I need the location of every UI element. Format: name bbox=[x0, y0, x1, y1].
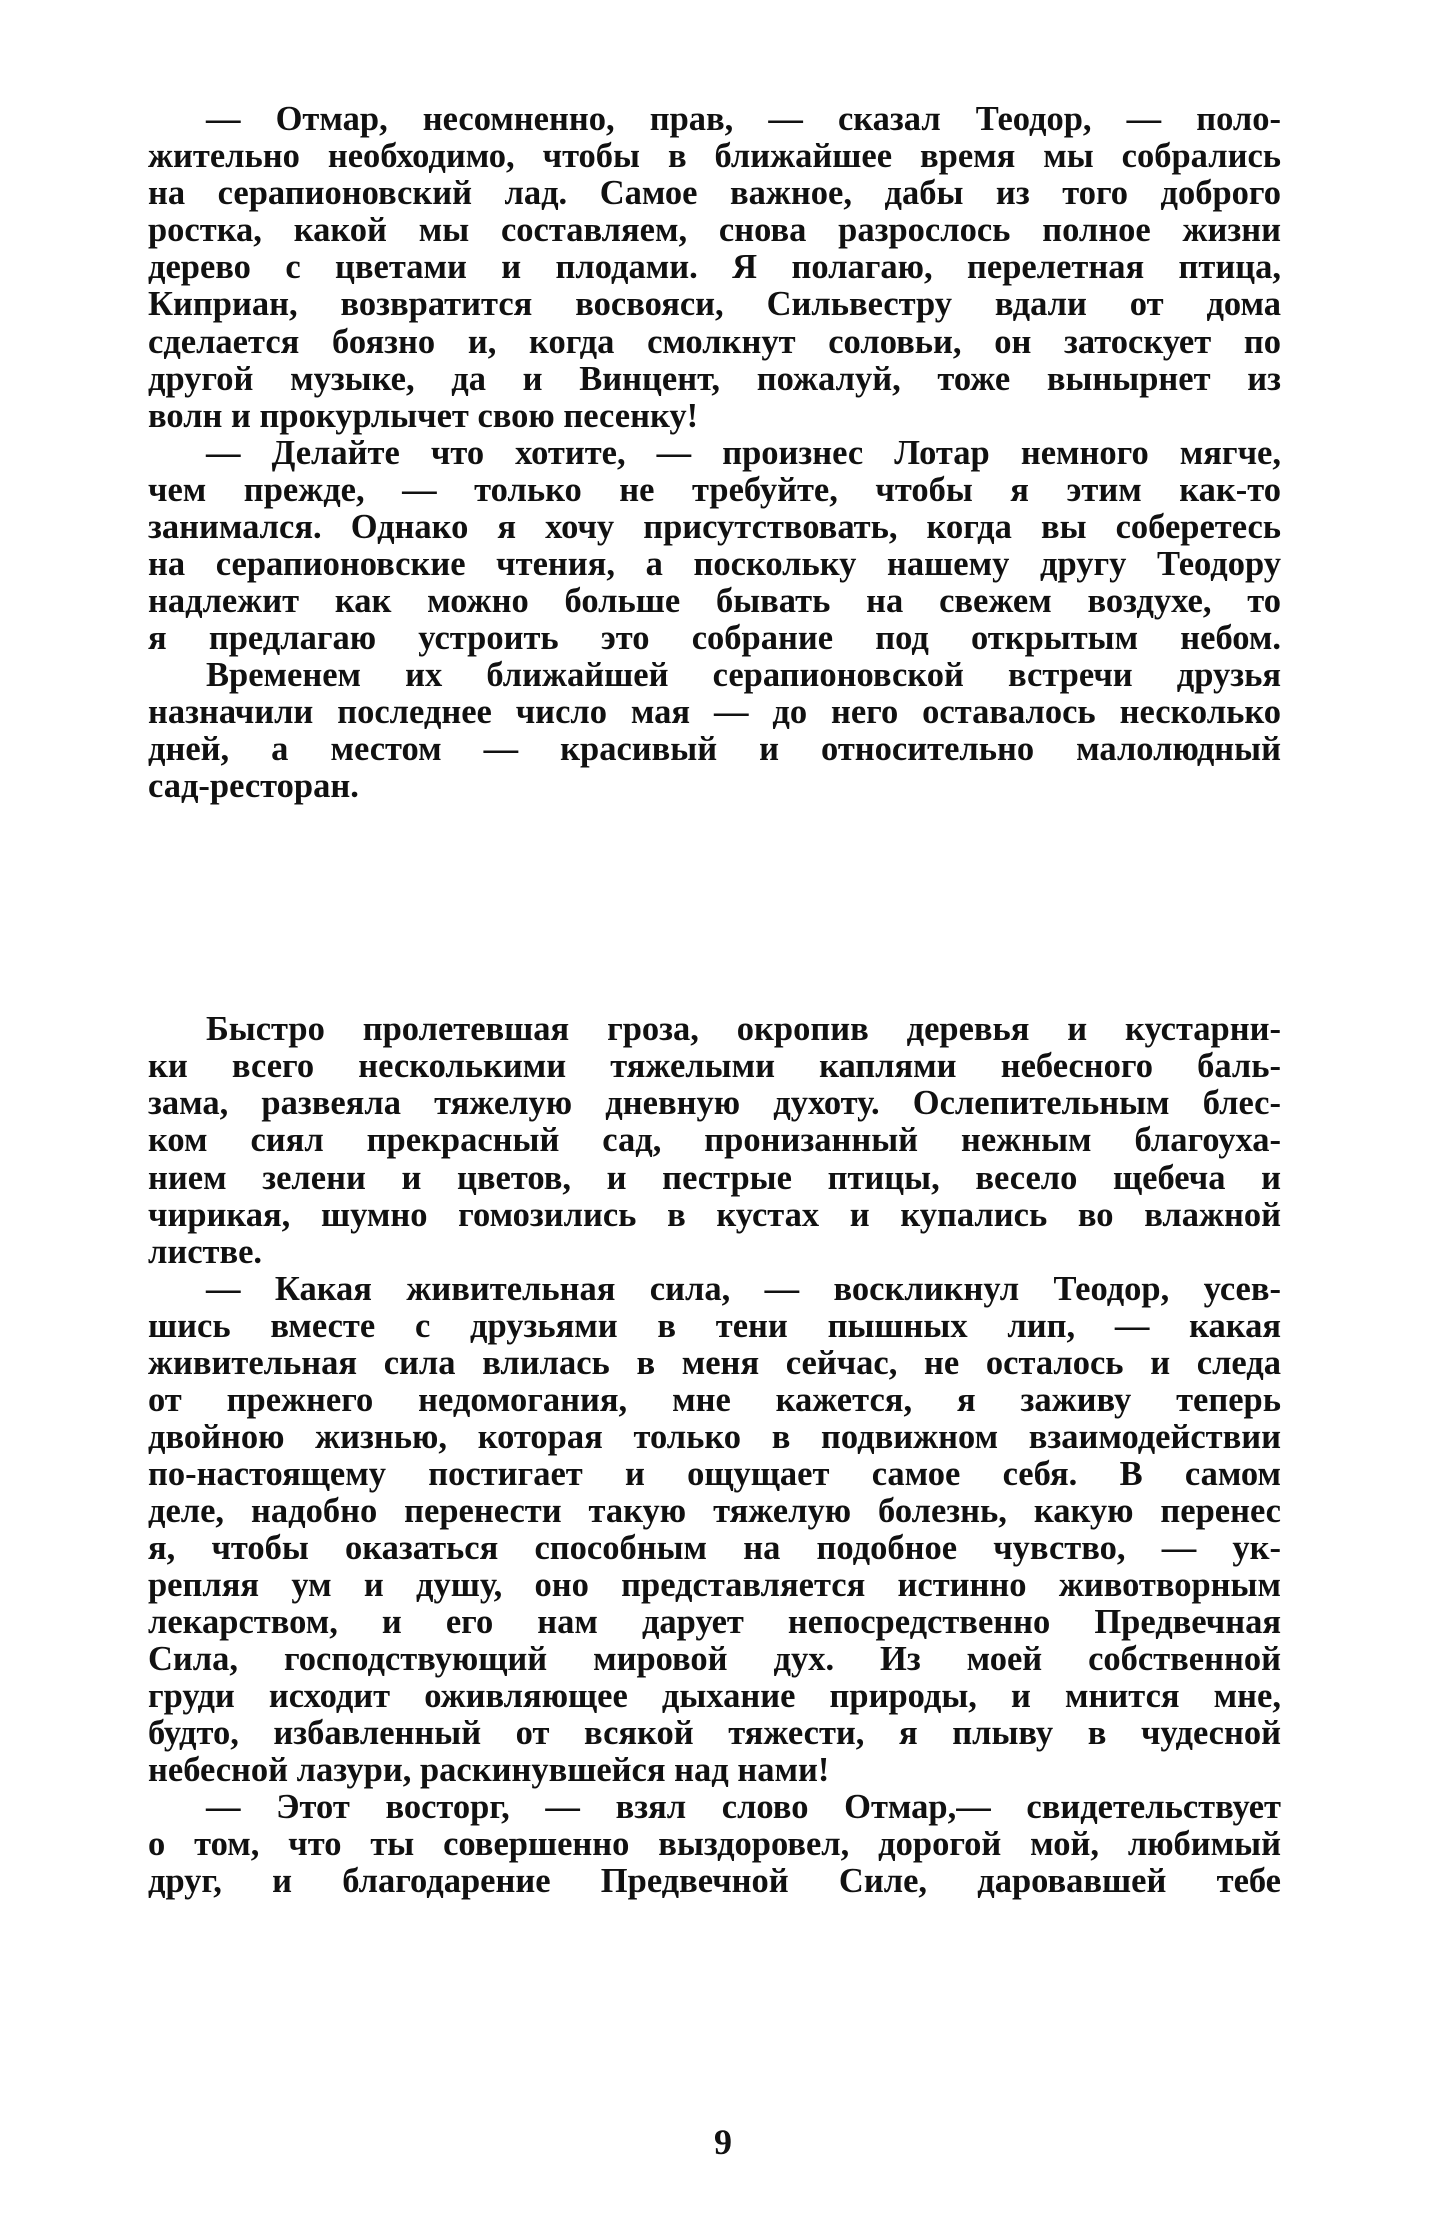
text-line: будто, избавленный от всякой тяжести, я плыву в чудесной bbox=[148, 1714, 1281, 1752]
text-line: — Какая живительная сила, — воскликнул Теодор, усев- bbox=[206, 1270, 1281, 1308]
text-line: репляя ум и душу, оно представляется истинно животворным bbox=[148, 1566, 1281, 1604]
text-line: надлежит как можно больше бывать на свежем воздухе, то bbox=[148, 582, 1281, 620]
text-line: ки всего несколькими тяжелыми каплями небесного баль- bbox=[148, 1047, 1281, 1085]
text-line: сад-ресторан. bbox=[148, 767, 359, 805]
text-line: жительно необходимо, чтобы в ближайшее время мы собрались bbox=[148, 137, 1281, 175]
text-line: ком сиял прекрасный сад, пронизанный нежным благоуха- bbox=[148, 1121, 1281, 1159]
text-line: двойною жизнью, которая только в подвижном взаимодействии bbox=[148, 1418, 1281, 1456]
text-line: назначили последнее число мая — до него оставалось несколько bbox=[148, 693, 1281, 731]
text-line: по-настоящему постигает и ощущает самое себя. В самом bbox=[148, 1455, 1281, 1493]
text-line: сделается боязно и, когда смолкнут соловьи, он затоскует по bbox=[148, 323, 1281, 361]
text-line: дерево с цветами и плодами. Я полагаю, перелетная птица, bbox=[148, 248, 1281, 286]
text-line: груди исходит оживляющее дыхание природы, и мнится мне, bbox=[148, 1677, 1281, 1715]
text-line: друг, и благодарение Предвечной Силе, даровавшей тебе bbox=[148, 1862, 1281, 1900]
text-line: листве. bbox=[148, 1233, 263, 1271]
text-line: Временем их ближайшей серапионовской встречи друзья bbox=[206, 656, 1281, 694]
text-line: лекарством, и его нам дарует непосредственно Предвечная bbox=[148, 1603, 1281, 1641]
text-line: волн и прокурлычет свою песенку! bbox=[148, 397, 699, 435]
text-line: — Делайте что хотите, — произнес Лотар немного мягче, bbox=[206, 434, 1281, 472]
text-line: Киприан, возвратится восвояси, Сильвестру вдали от дома bbox=[148, 285, 1281, 323]
text-line: чирикая, шумно гомозились в кустах и купались во влажной bbox=[148, 1196, 1281, 1234]
text-line: зама, развеяла тяжелую дневную духоту. Ослепительным блес- bbox=[148, 1084, 1281, 1122]
text-line: нием зелени и цветов, и пестрые птицы, весело щебеча и bbox=[148, 1159, 1281, 1197]
text-line: от прежнего недомогания, мне кажется, я заживу теперь bbox=[148, 1381, 1281, 1419]
text-line: живительная сила влилась в меня сейчас, не осталось и следа bbox=[148, 1344, 1281, 1382]
text-line: шись вместе с друзьями в тени пышных лип, — какая bbox=[148, 1307, 1281, 1345]
text-line: дней, а местом — красивый и относительно малолюдный bbox=[148, 730, 1281, 768]
text-line: — Отмар, несомненно, прав, — сказал Теодор, — поло- bbox=[206, 100, 1281, 138]
text-line: Сила, господствующий мировой дух. Из моей собственной bbox=[148, 1640, 1281, 1678]
text-line: ростка, какой мы составляем, снова разрослось полное жизни bbox=[148, 211, 1281, 249]
text-line: занимался. Однако я хочу присутствовать, когда вы соберетесь bbox=[148, 508, 1281, 546]
text-line: чем прежде, — только не требуйте, чтобы я этим как-то bbox=[148, 471, 1281, 509]
text-line: на серапионовский лад. Самое важное, дабы из того доброго bbox=[148, 174, 1281, 212]
text-line: на серапионовские чтения, а поскольку нашему другу Теодору bbox=[148, 545, 1281, 583]
text-line: Быстро пролетевшая гроза, окропив деревья и кустарни- bbox=[206, 1010, 1281, 1048]
text-line: я предлагаю устроить это собрание под открытым небом. bbox=[148, 619, 1281, 657]
text-line: — Этот восторг, — взял слово Отмар,— свидетельствует bbox=[206, 1788, 1281, 1826]
text-line: я, чтобы оказаться способным на подобное чувство, — ук- bbox=[148, 1529, 1281, 1567]
text-line: деле, надобно перенести такую тяжелую болезнь, какую перенес bbox=[148, 1492, 1281, 1530]
text-line: о том, что ты совершенно выздоровел, дорогой мой, любимый bbox=[148, 1825, 1281, 1863]
text-line: другой музыке, да и Винцент, пожалуй, тоже вынырнет из bbox=[148, 360, 1281, 398]
text-line: небесной лазури, раскинувшейся над нами! bbox=[148, 1751, 830, 1789]
page-number: 9 bbox=[714, 2122, 732, 2162]
